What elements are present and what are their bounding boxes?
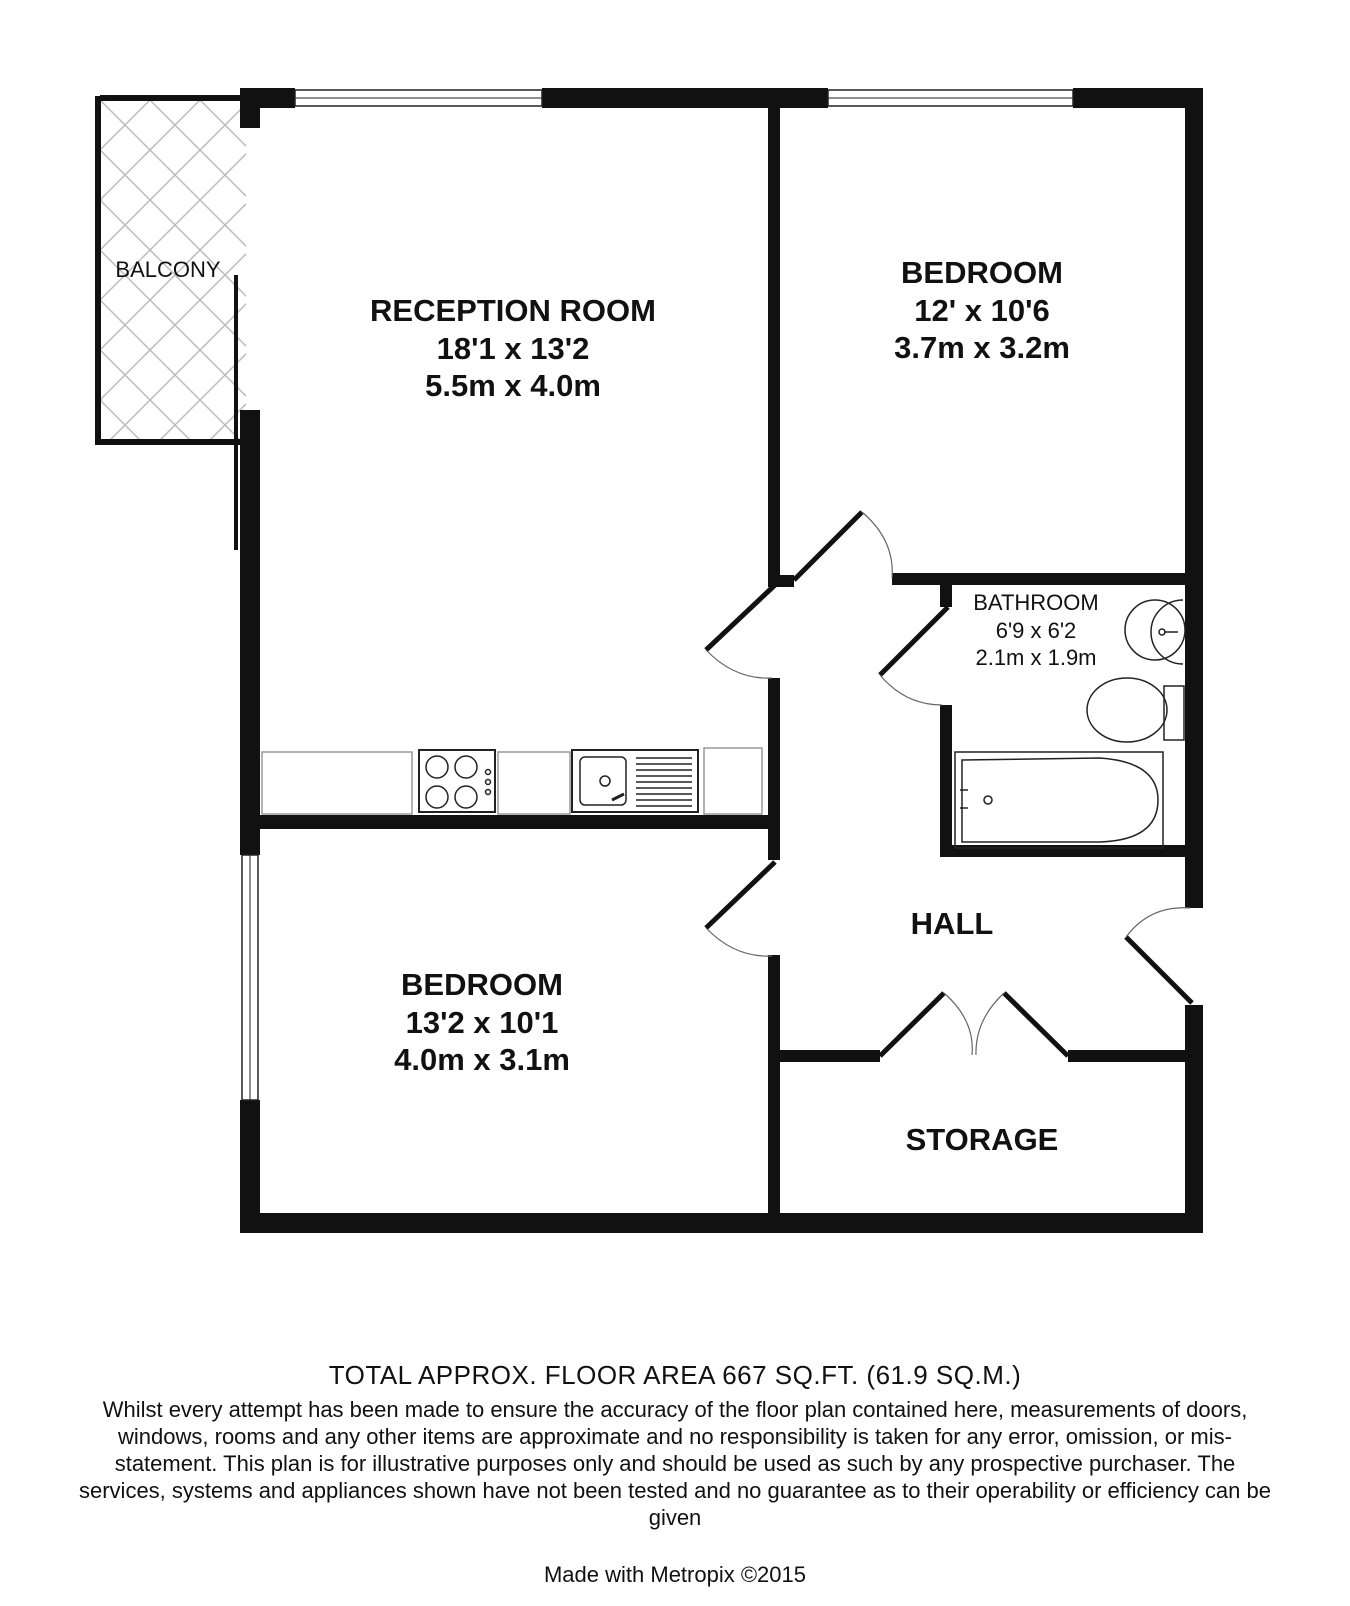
reception-name: RECEPTION ROOM <box>370 293 656 328</box>
bedroom-top-imperial: 12' x 10'6 <box>914 293 1050 328</box>
reception-metric: 5.5m x 4.0m <box>425 368 601 403</box>
hall-label: HALL <box>910 906 994 941</box>
bedroom-top-label <box>894 255 1070 365</box>
sink-icon <box>572 750 698 812</box>
hob-icon <box>419 750 495 812</box>
balcony-label: BALCONY <box>115 257 221 282</box>
toilet-icon <box>1087 678 1184 742</box>
bathroom-name: BATHROOM <box>973 590 1099 615</box>
kitchen-units <box>262 748 762 814</box>
reception-room-label <box>370 293 656 403</box>
bedroom-bottom-imperial: 13'2 x 10'1 <box>405 1005 559 1040</box>
disclaimer-text: Whilst every attempt has been made to ensure the accuracy of the floor plan contained here, measurements of doors, windows, rooms and any other items are approximate and no responsibility is taken for any error, omission, or mis-statement. This plan is for illustrative purposes only and should be used as such by any prospective purchaser. The services, systems and appliances shown have not been tested and no guarantee as to their operability or efficiency can be given <box>79 1397 1271 1530</box>
basin-icon <box>1125 600 1185 664</box>
bedroom-bottom-name: BEDROOM <box>401 967 563 1002</box>
total-floor-area: TOTAL APPROX. FLOOR AREA 667 SQ.FT. (61.9 SQ.M.) <box>328 1360 1022 1390</box>
bedroom-top-metric: 3.7m x 3.2m <box>894 330 1070 365</box>
bedroom-bottom-metric: 4.0m x 3.1m <box>394 1042 570 1077</box>
credit-text: Made with Metropix ©2015 <box>543 1562 806 1587</box>
bedroom-bottom-label <box>394 967 570 1077</box>
bedroom-top-name: BEDROOM <box>901 255 1063 290</box>
balcony <box>98 96 246 442</box>
bathroom-imperial: 6'9 x 6'2 <box>995 618 1077 643</box>
storage-label: STORAGE <box>905 1122 1059 1157</box>
bathroom-metric: 2.1m x 1.9m <box>975 645 1097 670</box>
reception-imperial: 18'1 x 13'2 <box>436 331 590 366</box>
bath-icon <box>955 752 1163 848</box>
bathroom-label <box>973 590 1098 670</box>
